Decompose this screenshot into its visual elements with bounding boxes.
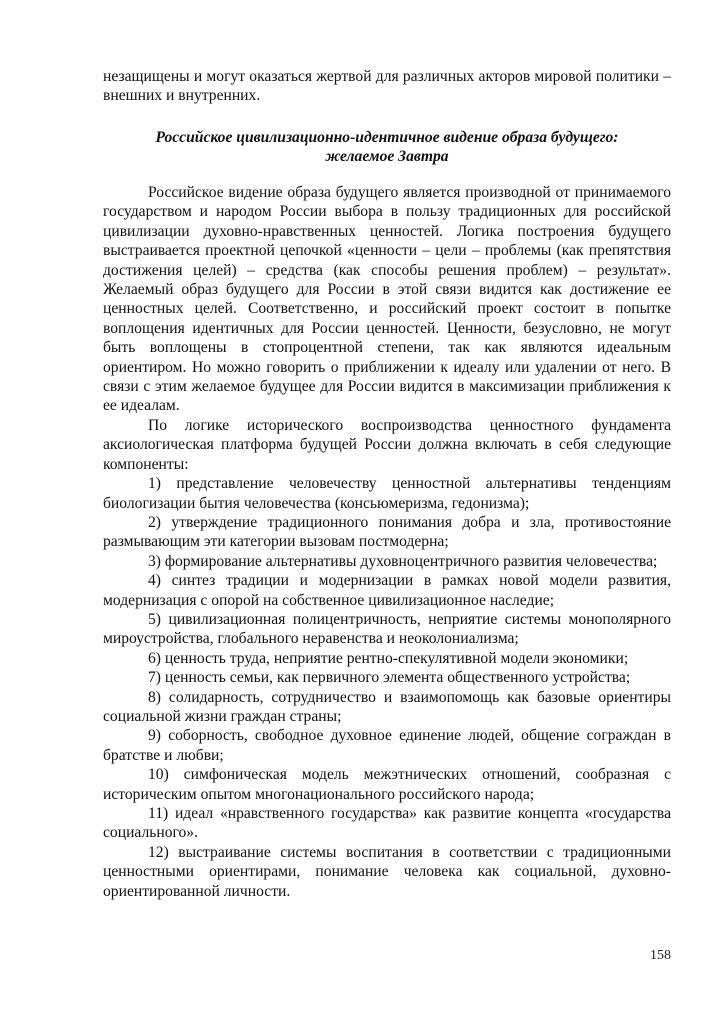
list-item: 4) синтез традиции и модернизации в рамках новой модели развития, модернизация с опорой на собственное цивилизационное наследие; — [103, 572, 671, 609]
list-item: 5) цивилизационная полицентричность, неприятие системы монополярного мироустройства, глобального неравенства и неоколониализма; — [103, 610, 671, 648]
list-item: 6) ценность труда, неприятие рентно-спекулятивной модели экономики; — [148, 649, 629, 667]
list-item: 2) утверждение традиционного понимания добра и зла, противостояние размывающим эти категории вызовам постмодерна; — [103, 513, 671, 551]
list-item: 7) ценность семьи, как первичного элемента общественного устройства; — [148, 669, 631, 687]
paragraph-2: По логике исторического воспроизводства ценностного фундамента аксиологическая платформа будущей России должна включать в себя следующие компоненты: — [103, 416, 671, 473]
list-item: 9) соборность, свободное духовное единение людей, общение сограждан в братстве и любви; — [103, 727, 671, 764]
intro-paragraph: незащищены и могут оказаться жертвой для различных акторов мировой политики – внешних и внутренних. — [103, 68, 671, 105]
intro-text-block — [103, 67, 671, 106]
page-number: 158 — [650, 948, 671, 963]
paragraph-1: Российское видение образа будущего является производной от принимаемого государством и народом России выбора в пользу традиционных для российской цивилизации духовно-нравственных ценностей. Логика построения будущего выстраивается проектной цепочкой «ценности – цели – проблемы (как препятствия достижения целей) – средства (как способы решения проблем) – результат». Желаемый образ будущего для России в этой связи видится как достижение ее ценностных целей. Соответственно, и российский проект состоит в попытке воплощения идентичных для России ценностей. Ценности, безусловно, не могут быть воплощены в стопроцентной степени, так как являются идеальным ориентиром. Но можно говорить о приближении к идеалу или удалении от него. В связи с этим желаемое будущее для России видится в максимизации приближения к ее идеалам. — [103, 184, 671, 415]
list-item: 12) выстраивание системы воспитания в соответствии с традиционными ценностными ориентирами, понимание человека как социальной, духовно-ориентированной личности. — [103, 843, 671, 900]
section-heading-line-2: желаемое Завтра — [325, 148, 449, 166]
list-item: 3) формирование альтернативы духовноцентричного развития человечества; — [148, 552, 658, 570]
body-text-block — [103, 183, 671, 901]
list-item: 10) симфоническая модель межэтнических отношений, сообразная с историческим опытом многонационального российского народа; — [103, 766, 671, 803]
list-item: 11) идеал «нравственного государства» как развитие концепта «государства социального». — [103, 805, 671, 842]
section-heading — [103, 128, 671, 167]
section-heading-line-1: Российское цивилизационно-идентичное видение образа будущего: — [155, 129, 619, 146]
list-item: 8) солидарность, сотрудничество и взаимопомощь как базовые ориентиры социальной жизни граждан страны; — [103, 688, 671, 725]
list-item: 1) представление человечеству ценностной альтернативы тенденциям биологизации бытия человечества (консьюмеризма, гедонизма); — [103, 475, 671, 512]
